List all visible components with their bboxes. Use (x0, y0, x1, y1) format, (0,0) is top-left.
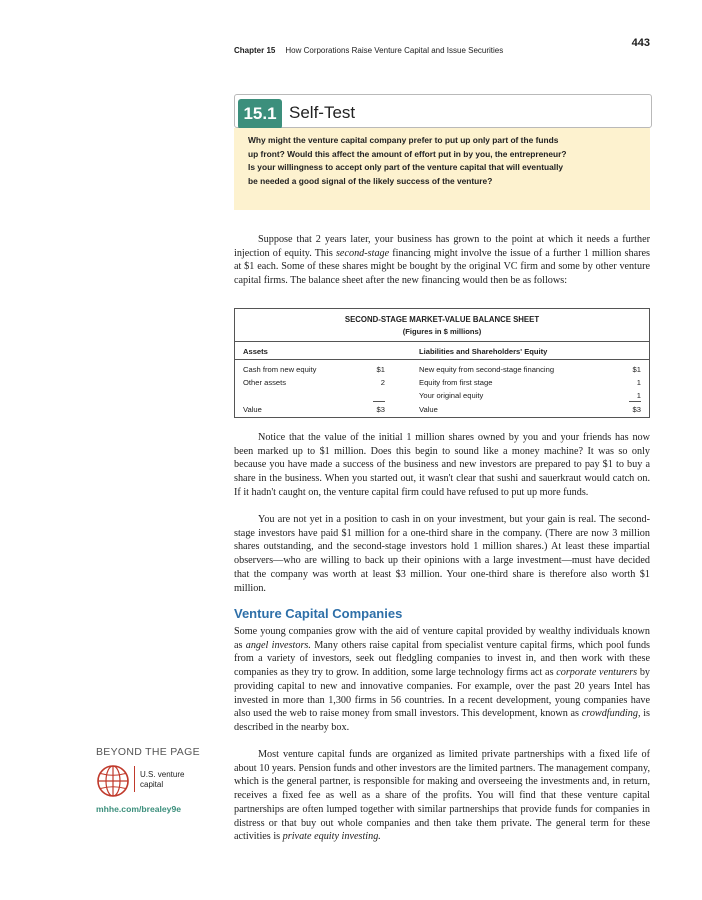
liability-label: New equity from second-stage financing (419, 365, 555, 374)
label-line: U.S. venture (140, 770, 185, 779)
asset-label: Cash from new equity (243, 365, 317, 374)
self-test-line: be needed a good signal of the likely success of the venture? (248, 176, 493, 187)
self-test-question (248, 134, 640, 189)
globe-icon (96, 764, 130, 798)
text-run: Many others raise capital from specialist venture capital firms, which pool funds from a variety of investors, seek out fledgling companies to invest in, and then work with these companies as they try to grow. In addition, some large technology firms act as (234, 639, 650, 679)
italic-term: crowdfunding, (581, 708, 641, 720)
body-paragraph (234, 625, 650, 735)
liability-value: 1 (636, 378, 641, 387)
assets-header: Assets (243, 347, 268, 356)
text-run: is described in the nearby box. (234, 708, 650, 733)
body-paragraph (234, 431, 650, 500)
balance-sheet-table (234, 308, 650, 418)
self-test-body (234, 128, 650, 210)
beyond-the-page-box (96, 746, 216, 836)
assets-total-value: $3 (376, 405, 385, 414)
text-run: Some young companies grow with the aid of venture capital provided by wealthy individuals known as (234, 626, 650, 651)
table-rule (235, 359, 649, 360)
asset-value: $1 (376, 365, 385, 374)
self-test-title: Self-Test (289, 103, 356, 122)
self-test-number: 15.1 (238, 99, 282, 129)
web-link[interactable]: mhhe.com/brealey9e (96, 804, 182, 814)
italic-term: private equity investing. (282, 831, 381, 843)
table-subtitle: (Figures in $ millions) (402, 327, 482, 336)
italic-term: angel investors. (245, 639, 311, 651)
section-heading: Venture Capital Companies (234, 606, 403, 621)
self-test-line: Is your willingness to accept only part of the venture capital that will eventually (248, 162, 564, 173)
assets-total-label: Value (243, 405, 262, 414)
chapter-title: How Corporations Raise Venture Capital and Issue Securities (285, 46, 504, 55)
liability-label: Your original equity (419, 391, 484, 400)
total-underline (629, 401, 641, 402)
liability-value: $1 (632, 365, 641, 374)
total-underline (373, 401, 385, 402)
liabilities-total-label: Value (419, 405, 438, 414)
beyond-the-page-title: BEYOND THE PAGE (96, 746, 200, 758)
page-number: 443 (631, 37, 650, 49)
italic-term: corporate venturers (556, 667, 638, 679)
text-run: Most venture capital funds are organized as limited private partnerships with a fixed life of about 10 years. Pension funds and other investors are the limited partners. The management company, which is the general partner, is responsible for making and overseeing the investments and, in return, receives a fixed fee as well as a share of the profits. You will find that these venture capital partnerships are often lumped together with similar partnerships that provide funds for companies in distress or that buy out whole companies and then take them private. The general term for these activities is (234, 749, 650, 843)
self-test-line: up front? Would this affect the amount of effort put in by you, the entrepreneur? (248, 148, 567, 159)
table-rule (235, 341, 649, 342)
liability-label: Equity from first stage (419, 378, 493, 387)
divider (134, 766, 135, 792)
self-test-line: Why might the venture capital company prefer to put up only part of the funds (248, 135, 559, 145)
italic-term: second-stage (335, 247, 390, 259)
body-paragraph (234, 513, 650, 595)
label-line: capital (140, 780, 164, 789)
asset-value: 2 (380, 378, 385, 387)
beyond-the-page-label (140, 770, 210, 790)
body-paragraph (234, 748, 650, 844)
liabilities-header: Liabilities and Shareholders' Equity (419, 347, 548, 356)
chapter-number: Chapter 15 (234, 46, 276, 55)
liability-value: 1 (636, 391, 641, 400)
text-run: You are not yet in a position to cash in on your investment, but your gain is real. The second-stage investors have paid $1 million for a one-third share in the company. (There are now 3 million shares outstanding, and the second-stage investors hold 1 million shares.) At least these impartial observers—who are willing to back up their opinions with a large investment—must have decided that the company was worth at least $3 million. Your one-third share is therefore also worth $1 million. (234, 514, 650, 594)
text-run: by providing capital to new and innovative companies. For example, over the past 20 years Intel has invested in more than 1,300 firms in 56 countries. In a recent development, young companies have also used the web to raise money from small investors. This development, known as (234, 667, 651, 720)
text-run: financing might involve the issue of a further 1 million shares at $1 each. Some of these shares might be bought by the original VC firm and some by other venture capital firms. The balance sheet after the new financing would then be as follows: (234, 247, 650, 287)
text-run: Notice that the value of the initial 1 million shares owned by you and your friends has now been marked up to $1 million. Does this begin to sound like a money machine? It was so only because you have made a success of the business and new investors are prepared to pay $1 to buy a share in the business. When you started out, it wasn't clear that sushi and sauerkraut would catch on. If it hadn't caught on, the venture capital firm could have refused to put up more funds. (234, 432, 650, 498)
asset-label: Other assets (243, 378, 287, 387)
self-test-box (234, 94, 654, 212)
liabilities-total-value: $3 (632, 405, 641, 414)
running-header (234, 37, 650, 55)
table-title: SECOND-STAGE MARKET-VALUE BALANCE SHEET (344, 315, 540, 324)
text-run: Suppose that 2 years later, your business has grown to the point at which it needs a further injection of equity. This (234, 234, 650, 259)
body-paragraph (234, 233, 650, 288)
